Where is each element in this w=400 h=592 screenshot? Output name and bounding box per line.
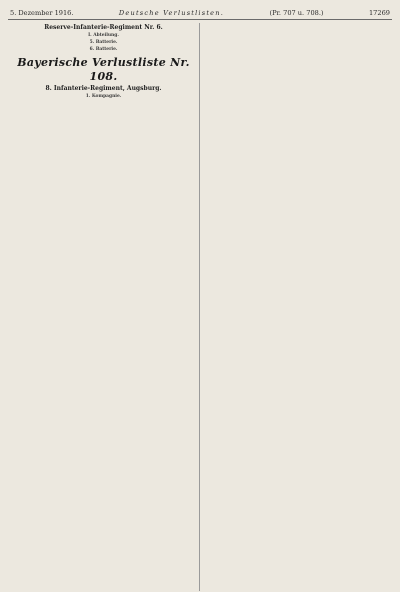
page-header <box>8 8 392 20</box>
section-heading: 8. Infanterie-Regiment, Augsburg. <box>45 85 162 92</box>
left-column <box>8 23 200 591</box>
section-heading: Reserve-Infanterie-Regiment Nr. 6. <box>44 24 163 31</box>
header-date: 5. Dezember 1916. <box>10 9 74 17</box>
section-heading: 6. Batterie. <box>89 47 118 52</box>
section-heading: I. Abteilung. <box>88 33 119 38</box>
section-heading: Bayerische Verlustliste Nr. 108. <box>17 56 190 83</box>
header-title: Deutsche Verlustlisten. <box>118 9 225 17</box>
header-section: (Pr. 707 u. 708.) <box>269 9 324 17</box>
right-column <box>200 23 392 591</box>
section-heading: 5. Batterie. <box>89 40 118 45</box>
page-number: 17269 <box>368 9 390 17</box>
columns <box>8 23 392 591</box>
section-heading: 1. Kompagnie. <box>85 94 122 99</box>
